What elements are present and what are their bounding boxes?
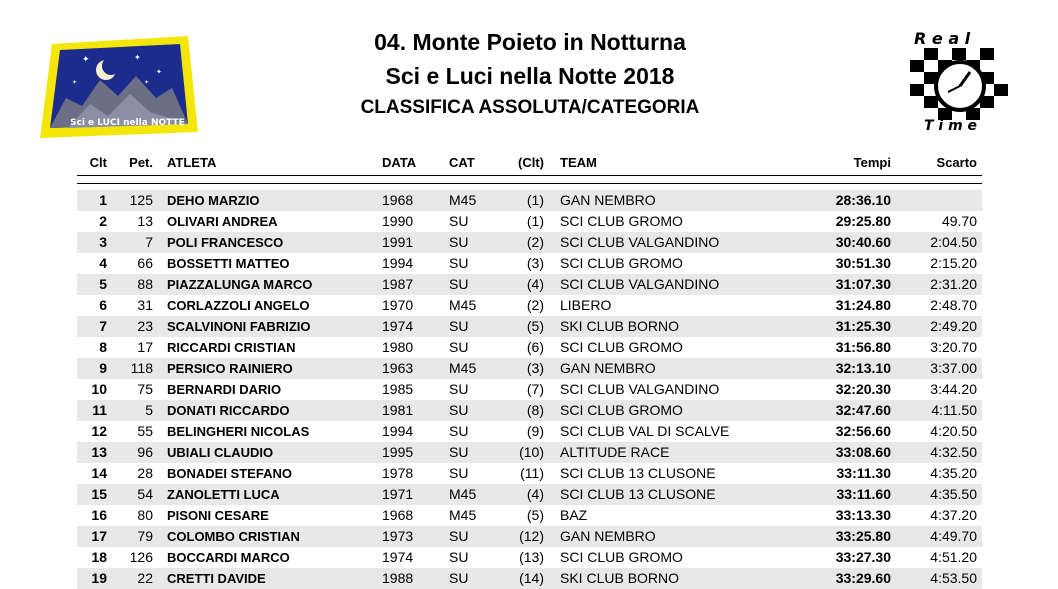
cell-cclt: (10)	[519, 444, 544, 460]
cell-pet: 96	[137, 444, 153, 460]
cell-tempi: 31:56.80	[835, 339, 891, 355]
cell-pet: 66	[137, 255, 153, 271]
svg-text:T i m e: T i m e	[924, 118, 978, 134]
cell-scarto: 4:35.50	[930, 486, 977, 502]
cell-scarto: 3:44.20	[930, 381, 977, 397]
cell-data: 1974	[382, 318, 414, 334]
cell-atleta: BELINGHERI NICOLAS	[167, 424, 310, 439]
cell-tempi: 32:20.30	[835, 381, 891, 397]
cell-cat: SU	[449, 255, 469, 271]
cell-pet: 125	[129, 192, 153, 208]
cell-scarto: 4:20.50	[930, 423, 977, 439]
col-scarto: Scarto	[936, 155, 977, 170]
cell-clt: 10	[91, 381, 107, 397]
cell-scarto: 2:49.20	[930, 318, 977, 334]
cell-team: SCI CLUB 13 CLUSONE	[560, 486, 716, 502]
table-row	[77, 568, 982, 589]
cell-clt: 3	[99, 234, 107, 250]
cell-atleta: COLOMBO CRISTIAN	[167, 529, 300, 544]
col-cat-clt: (Clt)	[518, 155, 544, 170]
table-row	[77, 421, 982, 442]
cell-tempi: 32:13.10	[835, 360, 891, 376]
cell-cclt: (5)	[526, 507, 544, 523]
cell-tempi: 33:11.30	[836, 465, 891, 481]
cell-clt: 13	[91, 444, 107, 460]
cell-tempi: 28:36.10	[835, 192, 891, 208]
cell-clt: 2	[99, 213, 107, 229]
cell-tempi: 33:27.30	[835, 549, 891, 565]
cell-tempi: 33:11.60	[836, 486, 891, 502]
cell-pet: 5	[145, 402, 153, 418]
cell-clt: 5	[99, 276, 107, 292]
cell-cat: M45	[449, 507, 477, 523]
cell-cclt: (9)	[526, 423, 544, 439]
cell-cclt: (2)	[526, 234, 544, 250]
cell-data: 1995	[382, 444, 414, 460]
table-header	[77, 155, 982, 176]
cell-data: 1985	[382, 381, 414, 397]
cell-pet: 55	[137, 423, 153, 439]
cell-scarto: 4:51.20	[930, 549, 977, 565]
cell-team: SCI CLUB GROMO	[560, 549, 683, 565]
cell-data: 1971	[382, 486, 414, 502]
ranking-title: CLASSIFICA ASSOLUTA/CATEGORIA	[360, 97, 700, 118]
cell-clt: 4	[99, 255, 107, 271]
cell-data: 1974	[382, 549, 414, 565]
cell-clt: 19	[91, 570, 107, 586]
cell-data: 1988	[382, 570, 414, 586]
svg-text:R e a l: R e a l	[914, 29, 971, 48]
col-cat: CAT	[449, 155, 475, 170]
cell-team: BAZ	[560, 507, 588, 523]
svg-text:✦: ✦	[72, 79, 78, 86]
cell-pet: 28	[137, 465, 153, 481]
cell-cclt: (3)	[526, 255, 544, 271]
cell-data: 1981	[382, 402, 414, 418]
cell-atleta: RICCARDI CRISTIAN	[167, 340, 296, 355]
cell-atleta: SCALVINONI FABRIZIO	[167, 319, 311, 334]
cell-data: 1970	[382, 297, 414, 313]
cell-atleta: BONADEI STEFANO	[167, 466, 292, 481]
cell-team: SKI CLUB BORNO	[560, 318, 680, 334]
cell-atleta: OLIVARI ANDREA	[167, 214, 278, 229]
cell-atleta: BOSSETTI MATTEO	[167, 256, 290, 271]
cell-cat: SU	[449, 528, 469, 544]
cell-cclt: (11)	[520, 465, 544, 481]
cell-cclt: (6)	[526, 339, 544, 355]
cell-clt: 14	[91, 465, 107, 481]
table-row	[77, 211, 982, 232]
cell-pet: 88	[137, 276, 153, 292]
cell-data: 1968	[382, 192, 414, 208]
cell-atleta: BERNARDI DARIO	[167, 382, 282, 397]
cell-tempi: 29:25.80	[835, 213, 891, 229]
cell-cclt: (1)	[526, 213, 544, 229]
cell-scarto: 4:53.50	[930, 570, 977, 586]
col-team: TEAM	[560, 155, 597, 170]
cell-cat: M45	[449, 486, 477, 502]
cell-atleta: ZANOLETTI LUCA	[167, 487, 280, 502]
cell-cclt: (4)	[526, 486, 544, 502]
cell-data: 1968	[382, 507, 414, 523]
col-atleta: ATLETA	[167, 155, 217, 170]
cell-pet: 80	[137, 507, 153, 523]
cell-data: 1980	[382, 339, 414, 355]
table-row	[77, 400, 982, 421]
cell-pet: 75	[137, 381, 153, 397]
timing-logo	[910, 28, 1012, 134]
cell-data: 1990	[382, 213, 414, 229]
cell-scarto: 2:31.20	[930, 276, 977, 292]
cell-clt: 16	[91, 507, 107, 523]
table-row	[77, 316, 982, 337]
cell-cat: SU	[449, 423, 469, 439]
cell-team: ALTITUDE RACE	[560, 444, 670, 460]
event-subtitle: Sci e Luci nella Notte 2018	[385, 63, 675, 89]
cell-clt: 7	[99, 318, 107, 334]
table-row	[77, 463, 982, 484]
cell-scarto: 3:20.70	[930, 339, 977, 355]
cell-team: SCI CLUB GROMO	[560, 402, 683, 418]
cell-atleta: POLI FRANCESCO	[167, 235, 284, 250]
cell-cat: SU	[449, 339, 469, 355]
table-row	[77, 505, 982, 526]
cell-team: LIBERO	[560, 297, 612, 313]
cell-clt: 1	[99, 192, 107, 208]
cell-clt: 11	[92, 402, 107, 418]
cell-team: GAN NEMBRO	[560, 528, 656, 544]
cell-clt: 9	[99, 360, 107, 376]
table-row	[77, 547, 982, 568]
cell-team: SCI CLUB VAL DI SCALVE	[560, 423, 730, 439]
table-row	[77, 253, 982, 274]
cell-team: SCI CLUB GROMO	[560, 213, 683, 229]
cell-clt: 18	[91, 549, 107, 565]
cell-data: 1994	[382, 423, 414, 439]
cell-data: 1994	[382, 255, 414, 271]
cell-cat: SU	[449, 465, 469, 481]
cell-data: 1991	[382, 234, 414, 250]
cell-cat: SU	[449, 549, 469, 565]
cell-pet: 54	[137, 486, 153, 502]
cell-clt: 17	[91, 528, 107, 544]
table-row	[77, 484, 982, 505]
cell-cat: SU	[449, 570, 469, 586]
cell-scarto: 2:15.20	[930, 255, 977, 271]
cell-scarto: 49.70	[941, 213, 977, 229]
cell-cclt: (14)	[519, 570, 544, 586]
svg-text:✦: ✦	[134, 53, 141, 62]
cell-data: 1978	[382, 465, 414, 481]
cell-clt: 8	[99, 339, 107, 355]
cell-team: SCI CLUB VALGANDINO	[560, 276, 720, 292]
cell-team: GAN NEMBRO	[560, 360, 656, 376]
cell-cat: M45	[449, 192, 477, 208]
cell-tempi: 31:07.30	[835, 276, 891, 292]
cell-atleta: CRETTI DAVIDE	[167, 571, 266, 586]
results-table	[77, 190, 982, 589]
cell-pet: 7	[145, 234, 153, 250]
cell-clt: 15	[91, 486, 107, 502]
cell-atleta: PISONI CESARE	[167, 508, 269, 523]
cell-atleta: DONATI RICCARDO	[167, 403, 290, 418]
cell-atleta: CORLAZZOLI ANGELO	[167, 298, 310, 313]
cell-data: 1973	[382, 528, 414, 544]
cell-pet: 17	[137, 339, 153, 355]
cell-pet: 13	[137, 213, 153, 229]
cell-pet: 118	[130, 360, 153, 376]
cell-atleta: BOCCARDI MARCO	[167, 550, 290, 565]
col-pet: Pet.	[129, 155, 153, 170]
cell-cat: SU	[449, 381, 469, 397]
cell-data: 1963	[382, 360, 414, 376]
cell-cclt: (12)	[519, 528, 544, 544]
cell-pet: 79	[137, 528, 153, 544]
cell-tempi: 30:51.30	[835, 255, 891, 271]
cell-cclt: (13)	[519, 549, 544, 565]
event-title: 04. Monte Poieto in Notturna	[374, 29, 686, 55]
cell-cclt: (2)	[526, 297, 544, 313]
event-logo	[38, 36, 200, 140]
cell-team: SCI CLUB GROMO	[560, 339, 683, 355]
cell-pet: 31	[137, 297, 153, 313]
cell-cat: M45	[449, 297, 477, 313]
cell-team: SCI CLUB GROMO	[560, 255, 683, 271]
cell-cat: M45	[449, 360, 477, 376]
cell-cclt: (3)	[526, 360, 544, 376]
svg-text:✦: ✦	[82, 55, 90, 65]
svg-text:✦: ✦	[156, 68, 162, 76]
cell-clt: 6	[99, 297, 107, 313]
cell-cclt: (7)	[526, 381, 544, 397]
cell-tempi: 32:47.60	[835, 402, 891, 418]
cell-pet: 126	[129, 549, 153, 565]
cell-tempi: 31:25.30	[835, 318, 891, 334]
cell-cclt: (5)	[526, 318, 544, 334]
svg-text:✦: ✦	[144, 79, 150, 86]
cell-atleta: PIAZZALUNGA MARCO	[167, 277, 313, 292]
table-row	[77, 232, 982, 253]
table-row	[77, 358, 982, 379]
cell-cat: SU	[449, 234, 469, 250]
cell-atleta: UBIALI CLAUDIO	[167, 445, 274, 460]
col-clt: Clt	[89, 155, 107, 170]
cell-scarto: 2:48.70	[930, 297, 977, 313]
cell-scarto: 3:37.00	[930, 360, 977, 376]
table-row	[77, 526, 982, 547]
table-row	[77, 442, 982, 463]
cell-pet: 23	[137, 318, 153, 334]
table-row	[77, 379, 982, 400]
cell-cat: SU	[449, 402, 469, 418]
cell-cat: SU	[449, 444, 469, 460]
cell-clt: 12	[91, 423, 107, 439]
table-divider	[77, 183, 982, 184]
cell-scarto: 4:35.20	[930, 465, 977, 481]
table-row	[77, 274, 982, 295]
cell-tempi: 33:13.30	[835, 507, 891, 523]
col-data: DATA	[382, 155, 417, 170]
cell-scarto: 4:32.50	[930, 444, 977, 460]
logo-left-text: Sci e LUCI nella NOTTE	[70, 118, 185, 128]
cell-cclt: (8)	[526, 402, 544, 418]
cell-team: SCI CLUB VALGANDINO	[560, 234, 720, 250]
cell-tempi: 33:29.60	[835, 570, 891, 586]
table-row	[77, 190, 982, 211]
cell-tempi: 31:24.80	[835, 297, 891, 313]
cell-pet: 22	[137, 570, 153, 586]
table-row	[77, 337, 982, 358]
cell-cclt: (4)	[526, 276, 544, 292]
cell-cat: SU	[449, 213, 469, 229]
report-titles	[230, 28, 830, 120]
cell-scarto: 4:11.50	[931, 402, 977, 418]
cell-tempi: 33:25.80	[835, 528, 891, 544]
cell-cat: SU	[449, 318, 469, 334]
cell-tempi: 30:40.60	[835, 234, 891, 250]
cell-team: SKI CLUB BORNO	[560, 570, 680, 586]
cell-tempi: 32:56.60	[835, 423, 891, 439]
cell-scarto: 4:49.70	[930, 528, 977, 544]
table-row	[77, 295, 982, 316]
cell-atleta: DEHO MARZIO	[167, 193, 260, 208]
cell-atleta: PERSICO RAINIERO	[167, 361, 293, 376]
cell-scarto: 4:37.20	[930, 507, 977, 523]
cell-data: 1987	[382, 276, 414, 292]
cell-scarto: 2:04.50	[930, 234, 977, 250]
cell-cclt: (1)	[526, 192, 544, 208]
cell-team: SCI CLUB 13 CLUSONE	[560, 465, 716, 481]
col-tempi: Tempi	[853, 155, 891, 170]
cell-team: GAN NEMBRO	[560, 192, 656, 208]
cell-team: SCI CLUB VALGANDINO	[560, 381, 720, 397]
cell-cat: SU	[449, 276, 469, 292]
cell-tempi: 33:08.60	[835, 444, 891, 460]
